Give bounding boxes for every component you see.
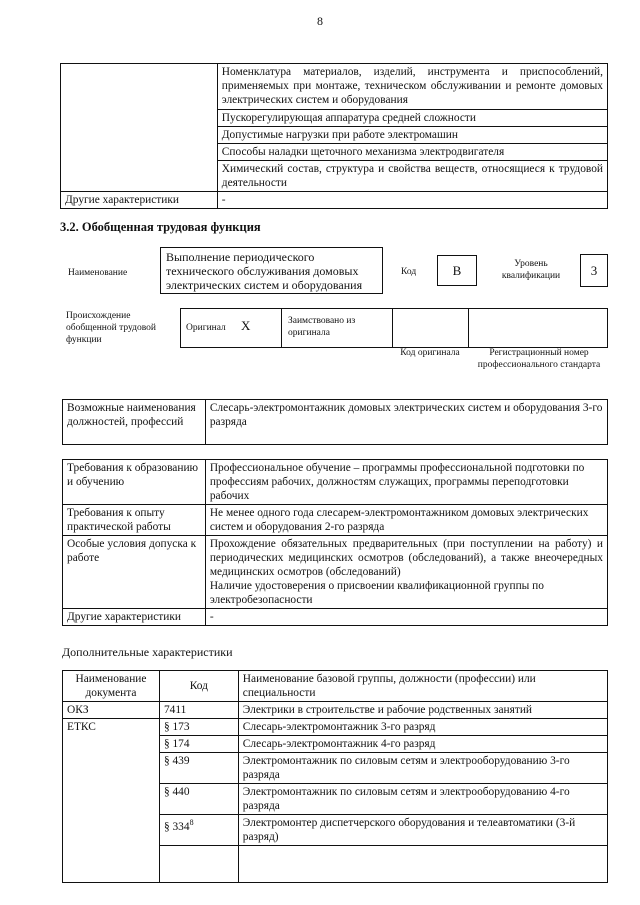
name-cell: Электромонтажник по силовым сетям и электрооборудованию 3-го разряда bbox=[238, 753, 607, 784]
code-cell: § 440 bbox=[159, 784, 238, 815]
header-name: Наименование базовой группы, должности (профессии) или специальности bbox=[238, 671, 607, 702]
name-cell: Электрики в строительстве и рабочие родственных занятий bbox=[238, 702, 607, 719]
origin-label: Происхождение обобщенной трудовой функции bbox=[66, 311, 156, 345]
additional-title: Дополнительные характеристики bbox=[62, 645, 233, 659]
requirement-label: Особые условия допуска к работе bbox=[63, 536, 206, 609]
table-row bbox=[63, 460, 608, 505]
knowledge-item: Способы наладки щеточного механизма электродвигателя bbox=[217, 144, 607, 161]
empty-cell bbox=[238, 846, 607, 883]
code-cell: § 174 bbox=[159, 736, 238, 753]
table-header-row bbox=[63, 671, 608, 702]
requirement-label: Другие характеристики bbox=[63, 609, 206, 626]
level-value: 3 bbox=[580, 254, 608, 287]
origin-divider bbox=[392, 308, 393, 348]
code-cell: 7411 bbox=[159, 702, 238, 719]
requirement-value-extra: Наличие удостоверения о присвоении квалификационной группы по электробезопасности bbox=[209, 580, 544, 606]
additional-table bbox=[62, 670, 608, 883]
original-mark: X bbox=[241, 318, 251, 333]
table-row bbox=[63, 536, 608, 609]
page-number: 8 bbox=[317, 14, 323, 28]
requirements-table bbox=[62, 459, 608, 626]
table-row bbox=[61, 192, 608, 209]
table-row bbox=[63, 505, 608, 536]
positions-table bbox=[62, 399, 608, 445]
name-cell: Электромонтажник по силовым сетям и электрооборудованию 4-го разряда bbox=[238, 784, 607, 815]
requirement-value: Профессиональное обучение – программы профессиональной подготовки по профессиям рабочих, должностям служащих, программы переподготовки рабочих bbox=[205, 460, 607, 505]
positions-value: Слесарь-электромонтажник домовых электрических систем и оборудования 3-го разряда bbox=[205, 400, 607, 445]
table-row bbox=[63, 702, 608, 719]
level-label: Уровень квалификации bbox=[501, 259, 561, 281]
knowledge-item: Допустимые нагрузки при работе электромашин bbox=[217, 127, 607, 144]
origin-divider bbox=[281, 308, 282, 348]
table-row bbox=[63, 609, 608, 626]
code-cell-with-footnote bbox=[159, 815, 238, 846]
original-label: Оригинал bbox=[186, 323, 226, 333]
name-cell: Слесарь-электромонтажник 3-го разряд bbox=[238, 719, 607, 736]
empty-cell bbox=[61, 64, 218, 192]
requirement-value: Прохождение обязательных предварительных (при поступлении на работу) и периодических медицинских осмотров (обследований), а также внеочередных медицинских осмотров (обследований) bbox=[209, 538, 603, 578]
function-name: Выполнение периодического технического обслуживания домовых электрических систем и оборудования bbox=[160, 247, 383, 294]
knowledge-item: Пускорегулирующая аппаратура средней сложности bbox=[217, 110, 607, 127]
knowledge-item: Номенклатура материалов, изделий, инструмента и приспособлений, применяемых при монтаже, техническом обслуживании и ремонте домовых электрических систем и оборудования bbox=[217, 64, 607, 110]
code-original-caption: Код оригинала bbox=[400, 348, 460, 358]
knowledge-table bbox=[60, 63, 608, 209]
origin-divider bbox=[468, 308, 469, 348]
requirement-value: - bbox=[205, 609, 607, 626]
header-code: Код bbox=[159, 671, 238, 702]
requirement-label: Требования к образованию и обучению bbox=[63, 460, 206, 505]
knowledge-item: Химический состав, структура и свойства веществ, относящиеся к трудовой деятельности bbox=[217, 161, 607, 192]
requirement-label: Требования к опыту практической работы bbox=[63, 505, 206, 536]
requirement-value: Не менее одного года слесарем-электромонтажником домовых электрических систем и оборудования 2-го разряда bbox=[205, 505, 607, 536]
footnote-mark: 8 bbox=[189, 818, 194, 827]
table-row bbox=[63, 400, 608, 445]
table-row bbox=[63, 719, 608, 736]
requirement-value-cell bbox=[205, 536, 607, 609]
name-label: Наименование bbox=[68, 268, 128, 278]
name-cell: Слесарь-электромонтажник 4-го разряд bbox=[238, 736, 607, 753]
registration-caption: Регистрационный номер профессионального стандарта bbox=[477, 348, 601, 370]
header-document: Наименование документа bbox=[63, 671, 160, 702]
other-value: - bbox=[217, 192, 607, 209]
code-value: В bbox=[437, 255, 477, 286]
section-title: 3.2. Обобщенная трудовая функция bbox=[60, 220, 261, 234]
positions-label: Возможные наименования должностей, профессий bbox=[63, 400, 206, 445]
doc-cell: ОКЗ bbox=[63, 702, 160, 719]
empty-cell bbox=[159, 846, 238, 883]
doc-cell: ЕТКС bbox=[63, 719, 160, 883]
other-label: Другие характеристики bbox=[61, 192, 218, 209]
code-cell: § 173 bbox=[159, 719, 238, 736]
name-cell: Электромонтер диспетчерского оборудования и телеавтоматики (3-й разряд) bbox=[238, 815, 607, 846]
code-label: Код bbox=[401, 267, 417, 277]
code-text: § 334 bbox=[163, 820, 190, 833]
borrowed-label: Заимствовано из оригинала bbox=[288, 316, 356, 338]
code-cell: § 439 bbox=[159, 753, 238, 784]
table-row bbox=[61, 64, 608, 110]
